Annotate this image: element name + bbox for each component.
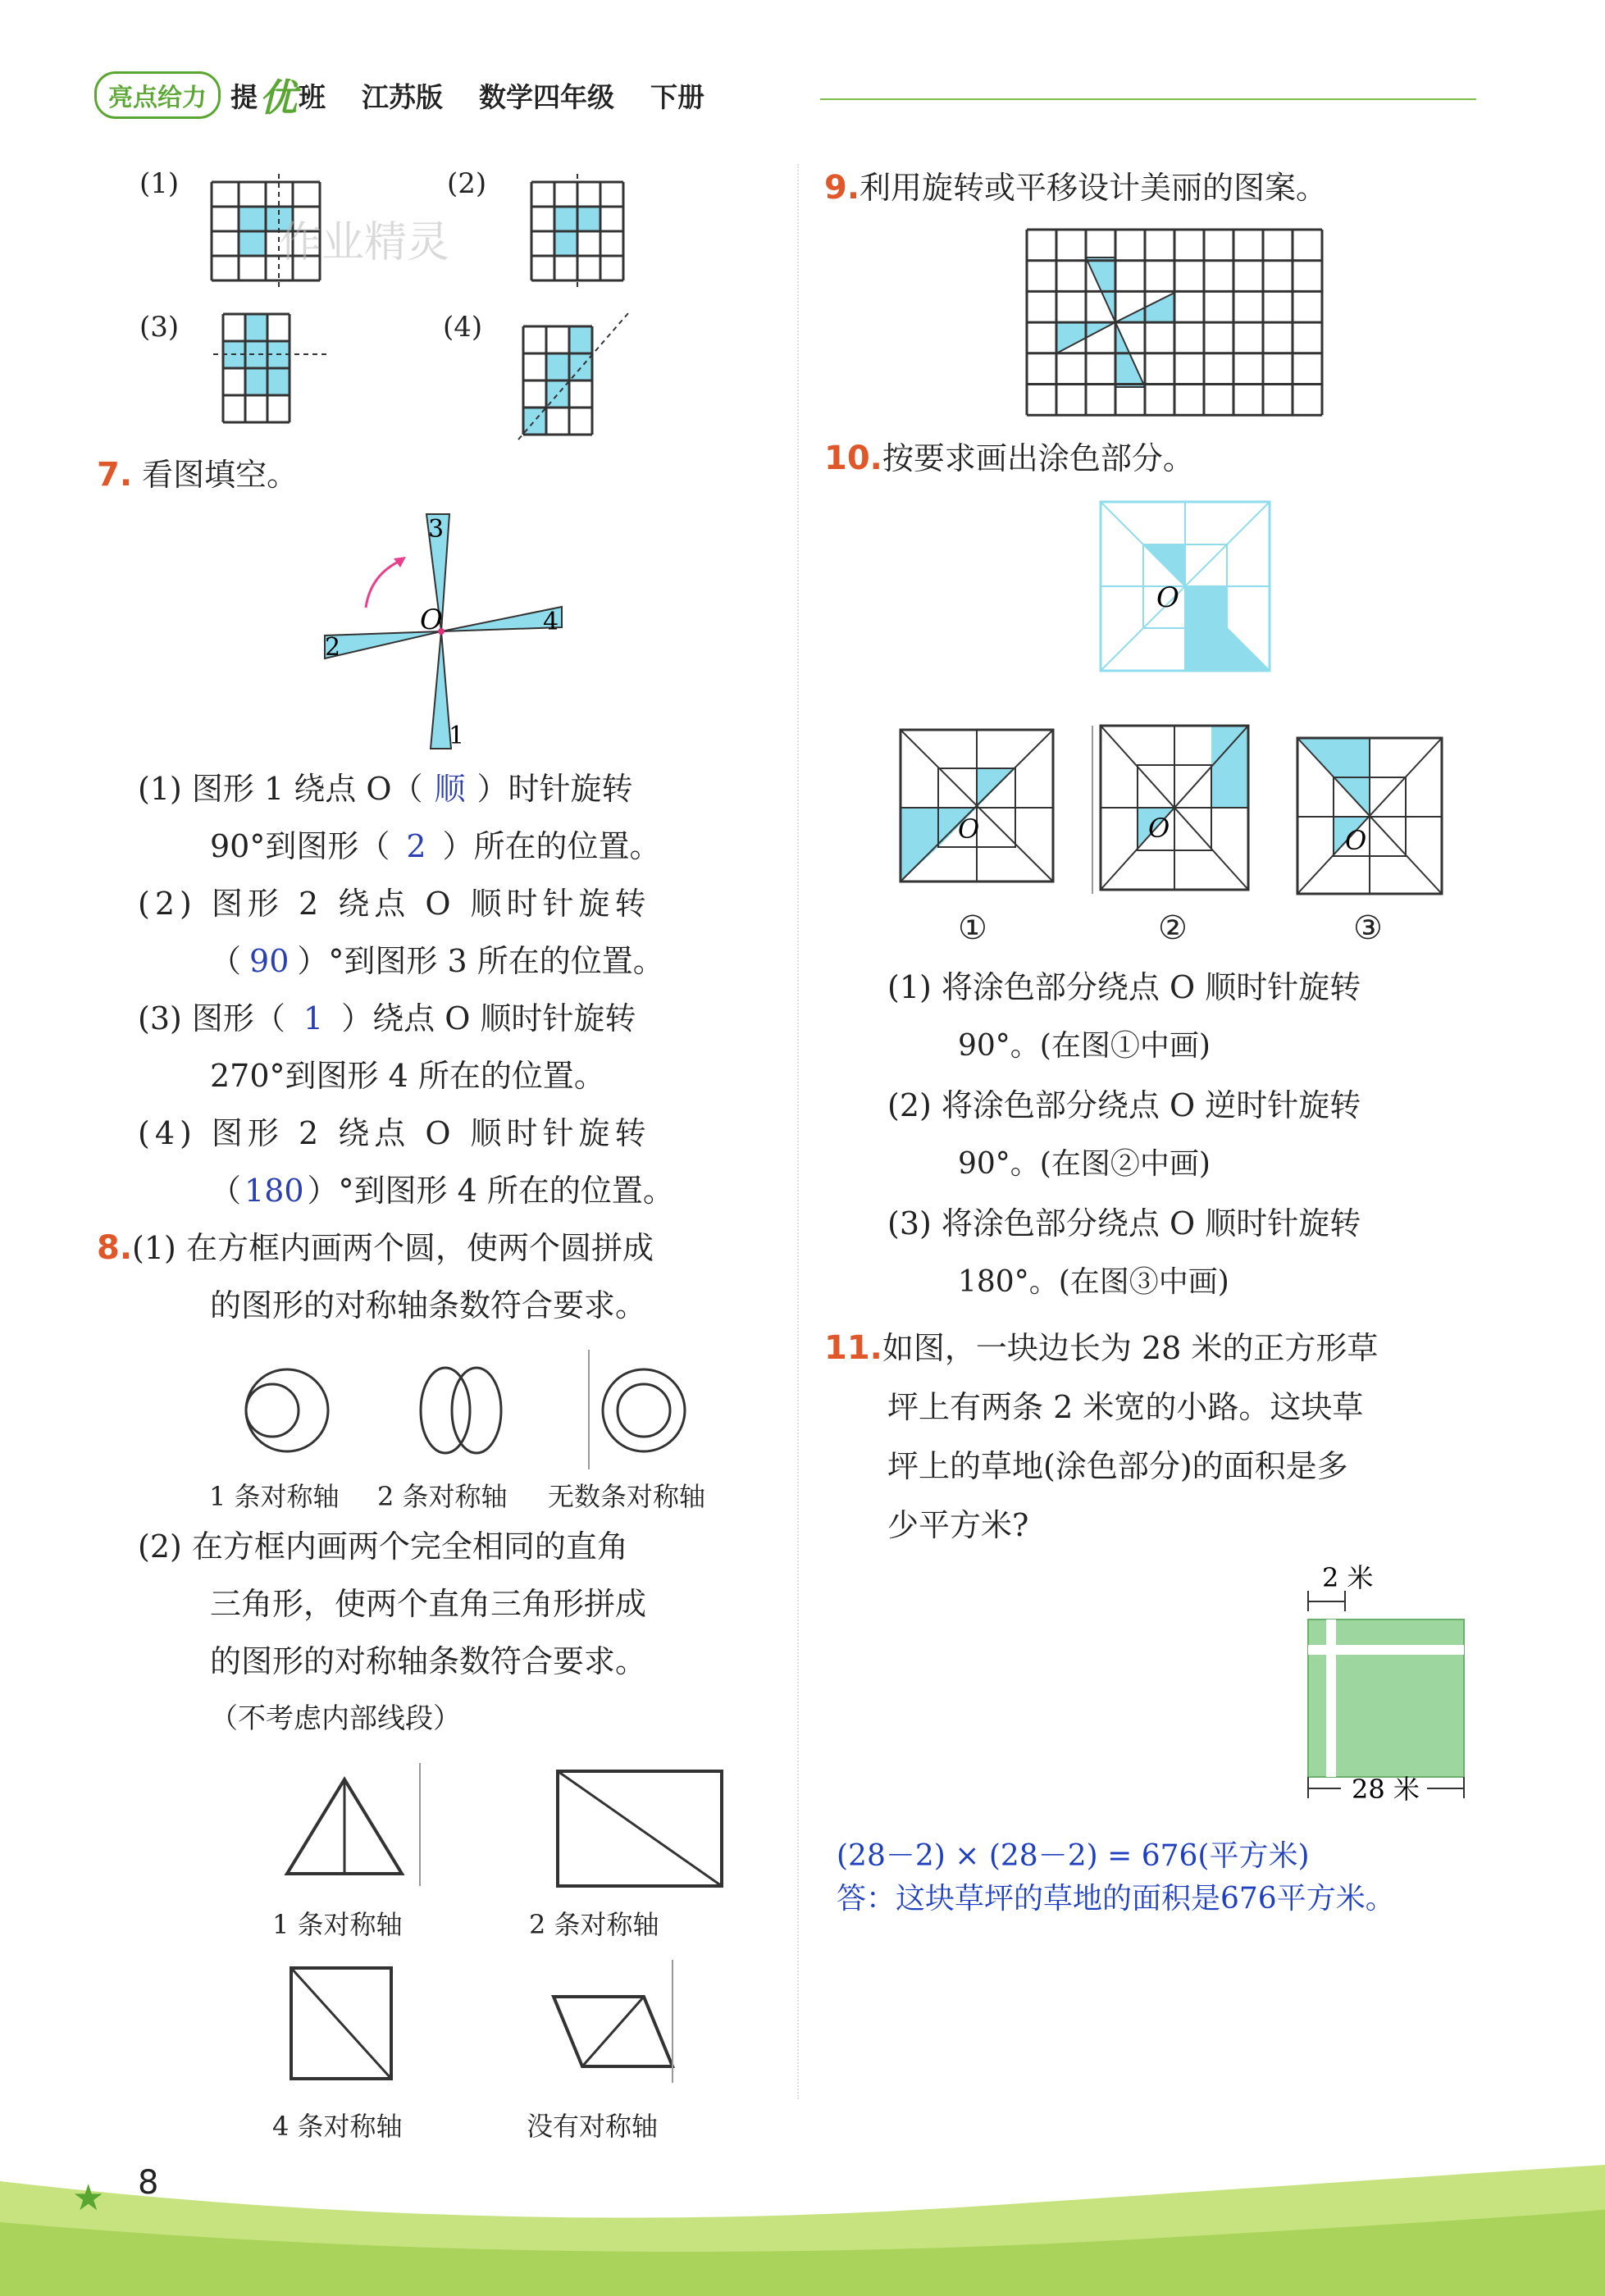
subject: 数学四年级 [479,80,614,113]
q7-fig-2: 2 [325,633,341,662]
q8-cap-1: 1 条对称轴 [209,1481,340,1512]
q11-dim-2m: 2 米 [1322,1562,1374,1593]
q8-number: 8. [97,1229,133,1267]
q10-fig2-o: O [1148,813,1170,844]
header-rule [820,98,1476,100]
q8-p1-line1 [97,1228,654,1268]
q10-example-figure [1101,502,1270,671]
q8-p1-line2: 的图形的对称轴条数符合要求。 [210,1287,647,1323]
q7-p3-text-a: (3) 图形（ [138,1000,285,1036]
q10-caption-1: ① [958,909,987,947]
q7-title: 看图填空。 [142,457,299,493]
q10-title: 按要求画出涂色部分。 [882,440,1194,476]
q10-p2-line2: 90°。(在图②中画) [958,1147,1211,1181]
q10-caption-2: ② [1158,909,1188,947]
q7-fig-1: 1 [449,722,465,750]
q7-p4-line2 [210,1171,674,1210]
q7-fig-o: O [420,604,443,636]
q7-p1-text-a: (1) 图形 1 绕点 O（ [138,771,423,807]
q7-pinwheel-figure [312,504,574,750]
q7-p2-line2 [210,941,664,981]
q6-grid-2 [531,182,623,280]
q7-fig-3: 3 [428,515,445,544]
brand-logo: 亮点给力 [94,71,221,119]
q7-p1-answer2: 2 [406,828,426,864]
q7-p1-line2 [210,827,661,866]
q10-figure-2 [1101,726,1248,894]
q7-p3-text-b: ）绕点 O 顺时针旋转 [341,1000,636,1036]
q10-figure-1 [901,730,1053,890]
q7-p2-text-c: ）°到图形 3 所在的位置。 [297,943,664,979]
q7-heading [97,455,298,494]
q10-heading [824,439,1194,478]
q7-p1-text-b: ）时针旋转 [476,771,633,807]
q6-grid-4 [523,326,615,435]
q8-cap-d: 没有对称轴 [527,2111,659,2142]
q7-p3-line1 [138,999,636,1038]
q11-line4: 少平方米? [887,1507,1029,1543]
q8-p2-line4: （不考虑内部线段） [210,1702,461,1735]
q10-p3-line1: (3) 将涂色部分绕点 O 顺时针旋转 [887,1205,1361,1241]
q7-p2-line1: (2) 图形 2 绕点 O 顺时针旋转 [138,886,651,922]
q7-p4-text-b: （ [210,1173,242,1209]
q7-p1-answer: 顺 [434,771,466,807]
q10-number: 10. [824,440,882,477]
q6-label-3: (3) [139,311,180,344]
series-ti: 提 [230,80,258,113]
q7-p2-text-b: （ [210,943,242,979]
q11-line3: 坪上的草地(涂色部分)的面积是多 [887,1448,1348,1484]
footer-wave [0,2148,1605,2296]
q10-fig3-o: O [1345,825,1367,856]
q11-calculation: (28－2) × (28－2) = 676(平方米) [837,1839,1310,1873]
q10-fig1-o: O [958,813,980,845]
q9-heading [824,168,1327,207]
q10-figure-3 [1297,738,1442,895]
q8-triangles-figure [279,1763,738,2132]
q9-pattern-grid [1027,230,1322,418]
q7-p1-text-d: ）所在的位置。 [442,828,661,864]
q8-p1-text-a: (1) 在方框内画两个圆，使两个圆拼成 [132,1230,654,1266]
q7-p3-line2: 270°到图形 4 所在的位置。 [210,1058,605,1094]
star-icon: ★ [72,2177,105,2219]
q10-p1-line2: 90°。(在图①中画) [958,1029,1211,1063]
series-you: 优 [259,75,297,120]
q7-number: 7. [97,456,133,494]
series-ban: 班 [299,80,326,113]
q9-title: 利用旋转或平移设计美丽的图案。 [859,170,1328,206]
q11-line1 [824,1328,1378,1368]
volume: 下册 [650,80,704,113]
q6-label-2: (2) [447,167,487,200]
q11-text-1: 如图，一块边长为 28 米的正方形草 [882,1330,1379,1366]
q7-p4-line1: (4) 图形 2 绕点 O 顺时针旋转 [138,1115,651,1151]
q10-p2-line1: (2) 将涂色部分绕点 O 逆时针旋转 [887,1087,1361,1123]
q6-label-4: (4) [443,311,483,344]
q11-line2: 坪上有两条 2 米宽的小路。这块草 [887,1389,1364,1425]
q11-lawn-figure [1296,1562,1476,1808]
q10-caption-3: ③ [1353,909,1383,947]
q10-o-label: O [1156,581,1179,614]
page-header [94,74,704,120]
q7-p1-line1 [138,769,633,809]
q8-p2-line3: 的图形的对称轴条数符合要求。 [210,1643,647,1679]
edition: 江苏版 [362,80,443,113]
q7-p4-answer: 180 [244,1173,304,1209]
page-number: 8 [138,2164,159,2202]
q7-p2-answer: 90 [249,943,290,979]
q8-p2-line1: (2) 在方框内画两个完全相同的直角 [138,1528,628,1565]
column-divider [797,164,799,2099]
q11-number: 11. [824,1329,882,1367]
q8-cap-a: 1 条对称轴 [272,1909,403,1940]
q7-p1-text-c: 90°到图形（ [210,828,390,864]
q8-circles-figure [230,1345,722,1476]
q7-fig-4: 4 [543,608,559,636]
q8-cap-b: 2 条对称轴 [529,1909,659,1940]
q10-p3-line2: 180°。(在图③中画) [958,1265,1229,1299]
q7-p4-text-c: ）°到图形 4 所在的位置。 [307,1173,674,1209]
q8-cap-c: 4 条对称轴 [272,2111,403,2142]
q8-cap-2: 2 条对称轴 [377,1481,508,1512]
watermark: 作业精灵 [279,218,450,267]
q7-p3-answer: 1 [303,1000,324,1036]
q9-number: 9. [824,169,860,207]
q6-grid-3 [223,314,312,422]
q11-answer: 答：这块草坪的草地的面积是676平方米。 [837,1882,1395,1916]
q8-p2-line2: 三角形，使两个直角三角形拼成 [210,1586,647,1622]
q10-p1-line1: (1) 将涂色部分绕点 O 顺时针旋转 [887,969,1361,1005]
q6-label-1: (1) [139,167,180,200]
q8-cap-3: 无数条对称轴 [548,1481,706,1512]
q11-dim-28m: 28 米 [1352,1774,1420,1805]
